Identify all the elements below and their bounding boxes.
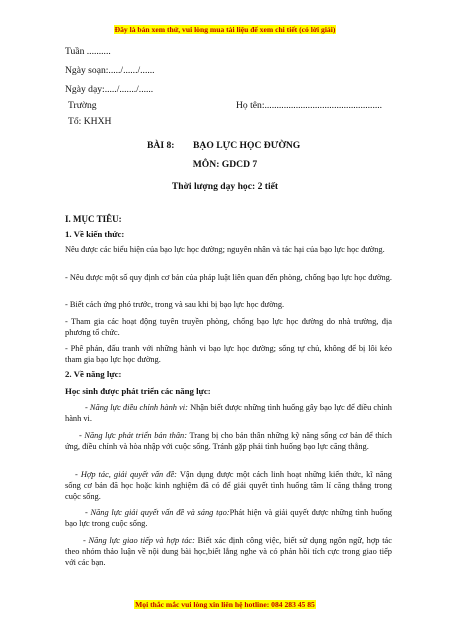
knowledge-item-4: - Tham gia các hoạt động tuyên truyền phòng, chống bạo lực học đường do nhà trường, địa phương tổ chức. bbox=[65, 317, 392, 337]
ability-item-1-label: - Năng lực điều chỉnh hành vi: bbox=[85, 403, 188, 412]
section-objectives-title: I. MỤC TIÊU: bbox=[65, 214, 122, 224]
ability-item-4-label: - Năng lực giải quyết vấn đề và sáng tạo: bbox=[85, 508, 230, 517]
ability-item-3 bbox=[65, 469, 392, 502]
ability-item-1 bbox=[65, 402, 392, 424]
knowledge-item-3: - Biết cách ứng phó trước, trong và sau khi bị bạo lực học đường. bbox=[65, 300, 285, 309]
ability-item-5-text: Biết xác định công việc, biết sử dụng ngôn ngữ, hợp tác theo nhóm thảo luận về nội dung bài học,biết lắng nghe và có phản hồi tích cực trong giao tiếp với các bạn. bbox=[65, 536, 392, 567]
ability-item-4-text: Phát hiện và giải quyết được những tình huống bạo lực trong cuộc sống. bbox=[65, 508, 392, 528]
hotline-banner-text: Mọi thắc mắc vui lòng xin liên hệ hotline: 084 283 45 85 bbox=[135, 600, 315, 609]
subject-line: MÔN: GDCD 7 bbox=[192, 159, 258, 170]
ability-item-2 bbox=[65, 430, 392, 452]
ability-item-2-label: - Năng lực phát triển bản thân: bbox=[79, 431, 188, 440]
duration-line: Thời lượng dạy học: 2 tiết bbox=[171, 181, 279, 192]
knowledge-item-1: Nêu được các biểu hiện của bạo lực học đường; nguyên nhân và tác hại của bạo lực học đường. bbox=[65, 245, 385, 254]
ability-title: 2. Về năng lực: bbox=[65, 369, 122, 379]
knowledge-title: 1. Về kiến thức: bbox=[65, 229, 125, 239]
school-line: Trường bbox=[68, 100, 97, 111]
name-line: Họ tên:................................................. bbox=[236, 100, 383, 111]
preview-banner bbox=[0, 25, 450, 34]
preview-banner-text: Đây là bản xem thử, vui lòng mua tài liệu để xem chi tiết (có lời giải) bbox=[114, 25, 336, 34]
hotline-banner bbox=[0, 600, 450, 609]
lesson-number: BÀI 8: bbox=[147, 140, 175, 151]
ability-item-5-label: - Năng lực giao tiếp và hợp tác: bbox=[83, 536, 195, 545]
prepare-date-line: Ngày soạn:...../....../...... bbox=[65, 65, 155, 76]
ability-subtitle: Học sinh được phát triển các năng lực: bbox=[65, 386, 211, 396]
week-line: Tuần .......... bbox=[65, 46, 111, 57]
ability-item-3-text: Vận dụng được một cách linh hoạt những kiến thức, kĩ năng sống cơ bản đã học hoặc kinh nghiệm đã có để giải quyết tình huống tâm lí căng thẳng trong cuộc sống. bbox=[65, 470, 392, 501]
ability-item-5 bbox=[65, 535, 392, 568]
ability-item-3-label: - Hợp tác, giải quyết vấn đề: bbox=[75, 470, 177, 479]
group-line: Tổ: KHXH bbox=[68, 116, 112, 127]
ability-item-4 bbox=[65, 507, 392, 529]
teach-date-line: Ngày dạy:...../......./...... bbox=[65, 84, 154, 95]
lesson-title: BẠO LỰC HỌC ĐƯỜNG bbox=[193, 140, 301, 151]
ability-item-1-text: Nhận biết được những tình huống gây bạo lực để điều chỉnh hành vi. bbox=[65, 403, 392, 423]
knowledge-item-2: - Nêu được một số quy định cơ bản của pháp luật liên quan đến phòng, chống bạo lực học đường. bbox=[65, 273, 392, 282]
knowledge-item-5: - Phê phán, đấu tranh với những hành vi bạo lực học đường; sống tự chủ, không để bị lôi kéo tham gia bạo lực học đường. bbox=[65, 344, 392, 364]
ability-item-2-text: Trang bị cho bản thân những kỹ năng sống cơ bản để thích ứng, điều chỉnh và hòa nhập với cuộc sống. Tránh gặp phải tình huống bạo lực căng thẳng. bbox=[65, 431, 392, 451]
